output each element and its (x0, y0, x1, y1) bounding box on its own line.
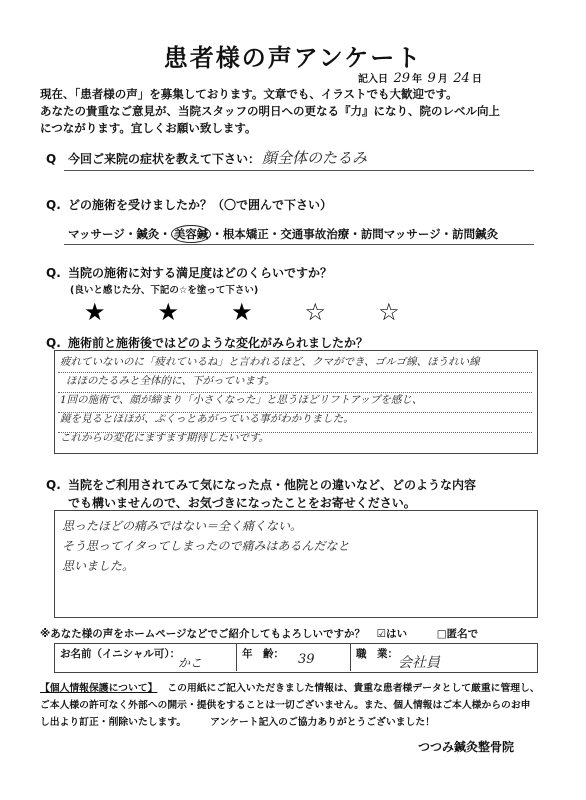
entry-date (358, 70, 482, 86)
date-month-unit: 月 (437, 74, 448, 85)
answer-line: 1回の施術で、顔が締まり「小さくなった」と思うほどリフトアップを感じ、 (60, 394, 423, 406)
option-root-correction: 根本矯正 (222, 227, 269, 241)
question-marker: Q (46, 152, 57, 166)
question-symptom (46, 150, 260, 167)
separator: ・ (211, 227, 223, 241)
separator: ・ (268, 227, 281, 241)
answer-line: これからの変化にますます期待したいです。 (60, 432, 270, 444)
date-label: 記入日 (358, 74, 388, 85)
age-label: 年 齢： (242, 648, 284, 660)
question-text: どの施術を受けましたか？（〇で囲んで下さい） (68, 198, 333, 212)
feedback-answer (62, 516, 532, 576)
page-title: 患者様の声アンケート (163, 44, 423, 72)
homepage-question: ※あなた様の声をホームページなどでご紹介してもよろしいですか？ (40, 628, 365, 640)
divider (350, 643, 351, 671)
name-value: かこ (178, 656, 203, 670)
question-marker: Q. (46, 478, 61, 492)
separator: ・ (124, 227, 137, 241)
answer-underline (64, 170, 534, 171)
anonymous-label: 匿名で (446, 628, 479, 640)
date-day: 24 (453, 71, 470, 86)
answer-line: 思いました。 (62, 559, 135, 573)
date-year: 29 (393, 71, 411, 86)
yes-label: はい (386, 628, 408, 640)
question-marker: Q. (46, 198, 61, 212)
question-text: 施術前と施術後ではどのような変化がみられましたか？ (68, 336, 369, 350)
separator: ・ (159, 227, 171, 241)
divider (236, 643, 237, 671)
intro-line: あなたの貴重なご意見が、当院スタッフの明日への更なる『力』になり、院のレベル向上 (40, 104, 500, 118)
separator: ・ (349, 227, 361, 241)
question-text: 今回ご来院の症状を教えて下さい： (68, 152, 261, 166)
answer-line: 思ったほどの痛みではない＝全く痛くない。 (62, 519, 303, 533)
question-treatment (46, 196, 332, 213)
rating-instruction: (良いと感じた分、下記の☆を塗って下さい) (70, 285, 259, 296)
anonymous-checkbox[interactable]: □ (436, 628, 447, 640)
options-underline (64, 244, 534, 245)
option-home-acupuncture: 訪問鍼灸 (452, 227, 499, 241)
option-massage: マッサージ (68, 227, 125, 241)
question-text: 当院の施術に対する満足度はどのくらいですか？ (68, 266, 333, 280)
job-value: 会社員 (398, 655, 440, 671)
star-empty-icon[interactable]: ☆ (304, 298, 327, 326)
date-month: 9 (427, 71, 436, 86)
date-year-unit: 年 (412, 74, 423, 85)
separator: ・ (440, 227, 453, 241)
answer-line: 鏡を見るとほほが、ぷくっとあがっている事がわかりました。 (60, 413, 354, 425)
privacy-line: この用紙にご記入いただきました情報は、貴重な患者様データとして厳重に管理し、 (167, 683, 540, 694)
answer-line: ほほのたるみと全体的に、下がっています。 (66, 375, 276, 387)
question-text: でも構いませんので、お気づきになったことをお寄せください。 (68, 496, 416, 510)
privacy-line: ご本人様の許可なく外部への開示・提供をすることは一切ございません。また、個人情報はご本人様からのお申 (40, 700, 531, 711)
name-label: お名前（イニシャル可）： (60, 648, 181, 660)
homepage-permission (40, 626, 478, 641)
option-accident-treatment: 交通事故治療 (280, 227, 350, 241)
answer-line: そう思ってイタってしまったので痛みはあるんだなと (62, 539, 350, 553)
treatment-options (68, 226, 498, 242)
question-marker: Q. (46, 266, 61, 280)
question-text: 当院をご利用されてみて気になった点・他院との違いなど、どのような内容 (68, 478, 477, 492)
star-empty-icon[interactable]: ☆ (378, 298, 400, 326)
change-answer (60, 353, 532, 448)
symptom-answer: 顔全体のたるみ (262, 149, 368, 167)
thanks-message: アンケート記入のご協力ありがとうございました！ (210, 717, 435, 728)
privacy-line: し出より訂正・削除いたします。 (40, 717, 187, 728)
answer-line: 疲れていないのに「疲れているね」と言われるほど、クマができ、ゴルゴ線、ほうれい線 (60, 356, 480, 368)
age-value: 39 (298, 652, 315, 667)
date-day-unit: 日 (471, 74, 482, 85)
option-beauty-acupuncture: 美容鍼 (171, 225, 212, 243)
intro-line: につながります。宜しくお願い致します。 (40, 121, 257, 135)
rating-stars (84, 300, 452, 324)
intro-line: 現在、「患者様の声」を募集しております。文章でも、イラストでも大歓迎です。 (40, 87, 458, 101)
question-marker: Q. (46, 336, 61, 350)
option-home-massage: 訪問マッサージ (360, 227, 441, 241)
privacy-notice (40, 680, 560, 731)
star-filled-icon[interactable]: ★ (231, 298, 253, 326)
question-satisfaction (46, 264, 332, 281)
intro-text (40, 86, 550, 137)
job-label: 職 業： (356, 648, 398, 660)
question-change (46, 334, 368, 351)
privacy-heading: 【個人情報保護について】 (40, 683, 158, 694)
clinic-name: つつみ鍼灸整骨院 (418, 740, 515, 754)
question-feedback (46, 476, 476, 512)
star-filled-icon[interactable]: ★ (84, 298, 106, 326)
yes-checkbox[interactable]: ☑ (376, 628, 387, 640)
star-filled-icon[interactable]: ★ (157, 298, 180, 326)
option-acupuncture: 鍼灸 (136, 227, 160, 241)
